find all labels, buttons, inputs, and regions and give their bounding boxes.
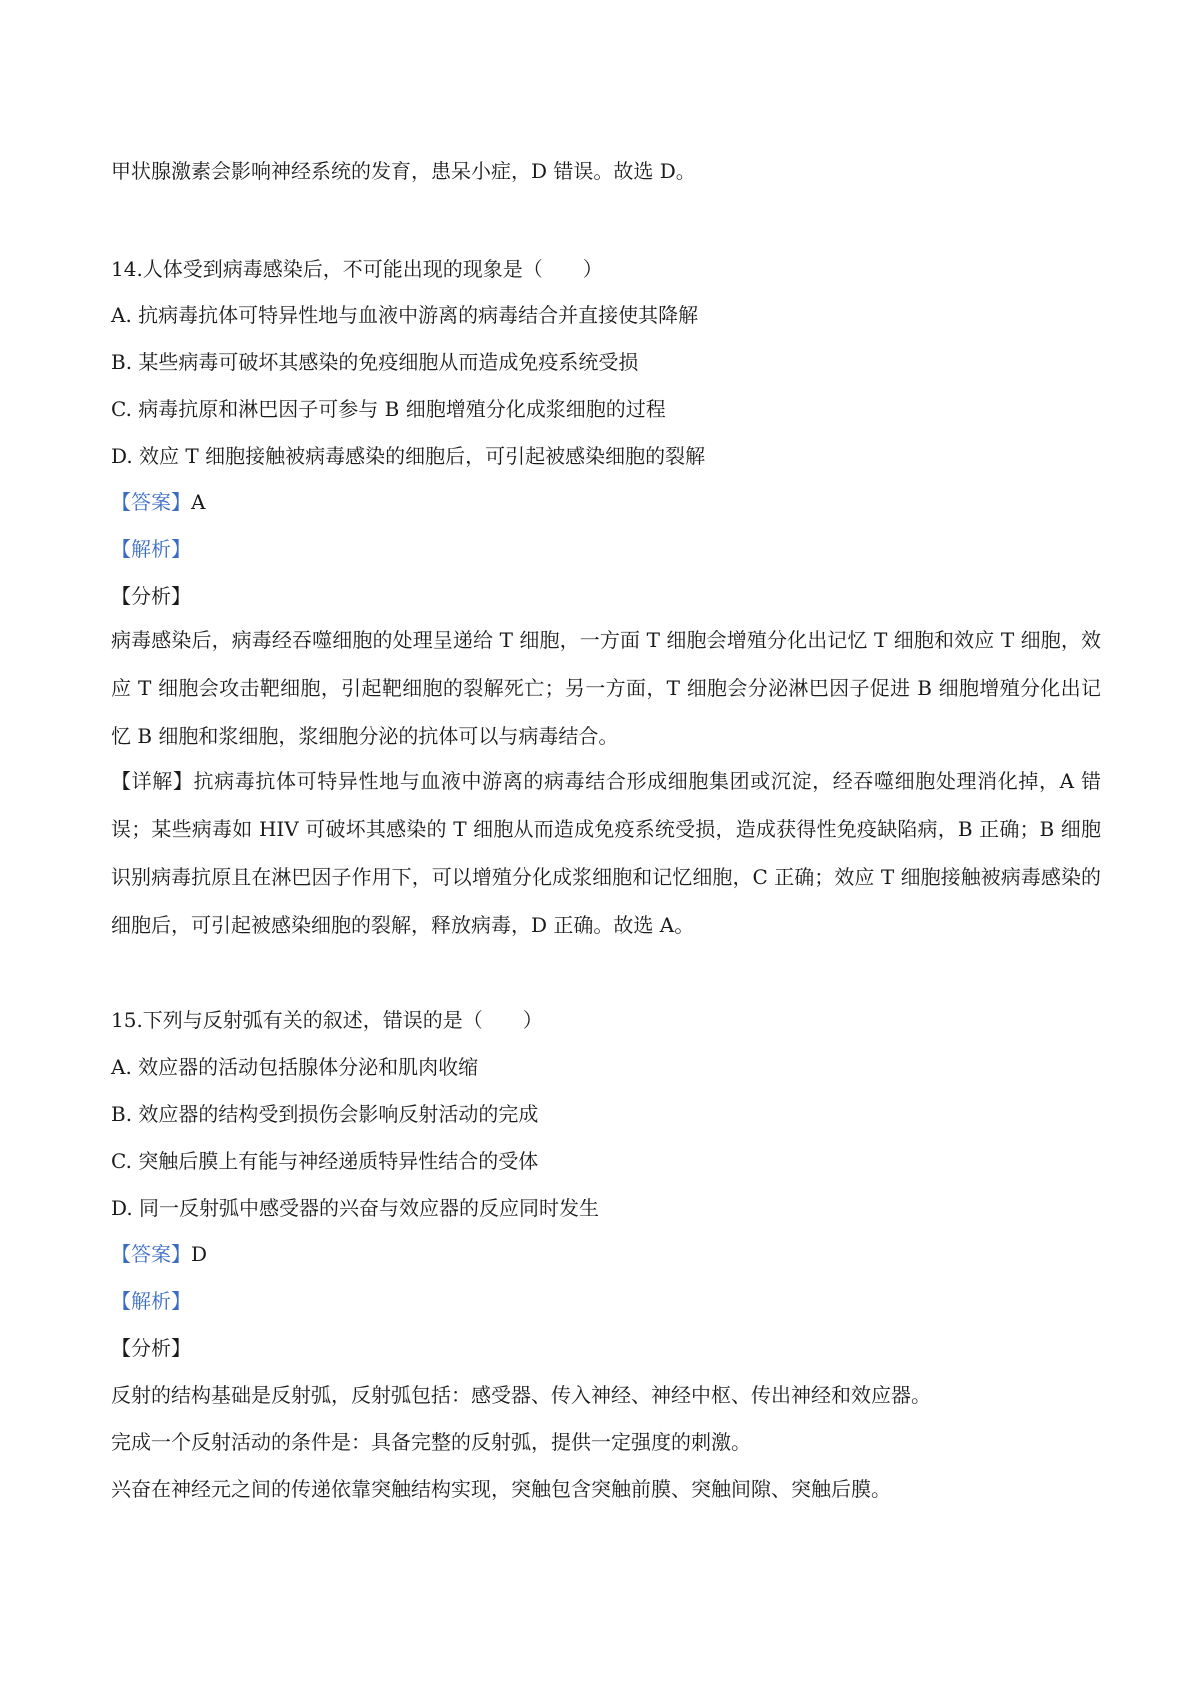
answer-value: D — [191, 1242, 208, 1266]
q14-option-d: D. 效应 T 细胞接触被病毒感染的细胞后，可引起被感染细胞的裂解 — [111, 444, 706, 468]
q15-option-b: B. 效应器的结构受到损伤会影响反射活动的完成 — [111, 1102, 539, 1126]
q14-detail-paragraph — [111, 757, 1101, 949]
q15-stem: 15.下列与反射弧有关的叙述，错误的是（ ） — [111, 1008, 543, 1032]
answer-tag: 【答案】 — [111, 490, 191, 514]
q15-fenxi-line-2: 完成一个反射活动的条件是：具备完整的反射弧，提供一定强度的刺激。 — [111, 1430, 751, 1454]
answer-tag: 【答案】 — [111, 1242, 191, 1266]
q15-answer — [111, 1241, 207, 1267]
detail-text: 抗病毒抗体可特异性地与血液中游离的病毒结合形成细胞集团或沉淀，经吞噬细胞处理消化掉，A 错误；某些病毒如 HIV 可破坏其感染的 T 细胞从而造成免疫系统受损，造成获得性免疫缺陷病，B 正确；B 细胞识别病毒抗原且在淋巴因子作用下，可以增殖分化成浆细胞和记忆细胞，C 正确；效应 T 细胞接触被病毒感染的细胞后，可引起被感染细胞的裂解，释放病毒，D 正确。故选 A。 — [111, 769, 1101, 937]
q14-analysis-tag: 【解析】 — [111, 537, 191, 561]
q15-option-a: A. 效应器的活动包括腺体分泌和肌肉收缩 — [111, 1055, 479, 1079]
detail-tag: 【详解】 — [111, 769, 194, 793]
q15-option-c: C. 突触后膜上有能与神经递质特异性结合的受体 — [111, 1149, 539, 1173]
q15-option-d: D. 同一反射弧中感受器的兴奋与效应器的反应同时发生 — [111, 1196, 600, 1220]
intro-text: 甲状腺激素会影响神经系统的发育，患呆小症，D 错误。故选 D。 — [111, 159, 696, 183]
q14-option-b: B. 某些病毒可破坏其感染的免疫细胞从而造成免疫系统受损 — [111, 350, 639, 374]
answer-value: A — [191, 490, 206, 514]
q14-fenxi-tag: 【分析】 — [111, 584, 191, 608]
q15-analysis-tag: 【解析】 — [111, 1289, 191, 1313]
q14-option-a: A. 抗病毒抗体可特异性地与血液中游离的病毒结合并直接使其降解 — [111, 303, 699, 327]
q14-fenxi-paragraph: 病毒感染后，病毒经吞噬细胞的处理呈递给 T 细胞，一方面 T 细胞会增殖分化出记忆 T 细胞和效应 T 细胞，效应 T 细胞会攻击靶细胞，引起靶细胞的裂解死亡；另一方面，T 细胞会分泌淋巴因子促进 B 细胞增殖分化出记忆 B 细胞和浆细胞，浆细胞分泌的抗体可以与病毒结合。 — [111, 628, 1101, 748]
q14-stem: 14.人体受到病毒感染后，不可能出现的现象是（ ） — [111, 257, 603, 281]
q15-fenxi-line-3: 兴奋在神经元之间的传递依靠突触结构实现，突触包含突触前膜、突触间隙、突触后膜。 — [111, 1477, 891, 1501]
q14-option-c: C. 病毒抗原和淋巴因子可参与 B 细胞增殖分化成浆细胞的过程 — [111, 397, 666, 421]
q15-fenxi-line-1: 反射的结构基础是反射弧，反射弧包括：感受器、传入神经、神经中枢、传出神经和效应器。 — [111, 1383, 931, 1407]
q14-answer — [111, 489, 205, 515]
q15-fenxi-tag: 【分析】 — [111, 1336, 191, 1360]
